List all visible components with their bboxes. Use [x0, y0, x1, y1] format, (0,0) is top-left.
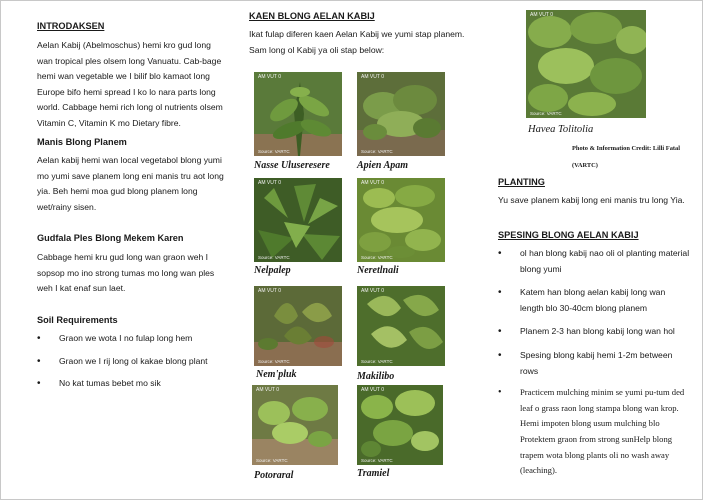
variety-caption-5: Nem'pluk [256, 369, 297, 380]
photo-watermark: AM VUT 0 [361, 180, 384, 186]
spacing-heading: SPESING BLONG AELAN KABIJ [498, 230, 639, 240]
spacing-list [498, 246, 690, 479]
variety-caption-1: Nasse Uluseresere [254, 160, 330, 171]
variety-caption-8: Tramiel [357, 468, 390, 479]
variety-photo-5 [254, 286, 342, 366]
photo-watermark: AM VUT 0 [361, 288, 384, 294]
photo-watermark: AM VUT 0 [258, 288, 281, 294]
manis-heading: Manis Blong Planem [37, 137, 127, 147]
manis-text: Aelan kabij hemi wan local vegetabol blong yumi mo yumi save planem long eni manis tru aot long yia. Beh hemi moa gud blong planem long wet/rainy sisen. [37, 155, 224, 212]
photo-watermark: AM VUT 0 [361, 74, 384, 80]
photo-watermark: AM VUT 0 [361, 387, 384, 393]
variety-photo-2 [357, 72, 445, 156]
list-item: • Katem han blong aelan kabij long wan length blo 30-40cm blong planem [498, 285, 690, 316]
variety-caption-2: Apien Apam [357, 160, 409, 171]
variety-photo-6 [357, 286, 445, 366]
photo-watermark: AM VUT 0 [258, 180, 281, 186]
photo-source: Source: VARTC [530, 111, 562, 116]
mulching-item: • Practicem mulching minim se yumi pu-tum ded leaf o grass raon long stampa blong wan krop. Hemi impoten blong usum mulching blo Protektem graon from strong sunHelp blong trapem wota blong plants oli no wash away (leaching). [498, 385, 690, 479]
photo-source: Source: VARTC [258, 149, 290, 154]
list-item: • Spesing blong kabij hemi 1-2m between rows [498, 348, 690, 379]
photo-watermark: AM VUT 0 [258, 74, 281, 80]
variety-caption-6: Makilibo [357, 371, 395, 382]
varieties-heading: KAEN BLONG AELAN KABIJ [249, 11, 375, 21]
list-item: • Graon we I rij long ol kakae blong plant [37, 354, 237, 370]
variety-photo-4 [357, 178, 445, 262]
variety-caption-3: Nelpalep [254, 265, 291, 276]
planting-text: Yu save planem kabij long eni manis tru long Yia. [498, 195, 685, 205]
varieties-intro: Ikat fulap diferen kaen Aelan Kabij we yumi stap planem. Sam long ol Kabij ya oli stap below: [249, 29, 465, 55]
photo-source: Source: VARTC [256, 458, 288, 463]
variety-photo-1 [254, 72, 342, 156]
photo-credit-org: (VARTC) [572, 162, 598, 169]
photo-source: Source: VARTC [361, 359, 393, 364]
list-item: • Planem 2-3 han blong kabij long wan hol [498, 324, 690, 340]
photo-source: Source: VARTC [361, 149, 393, 154]
photo-credit: Photo & Information Credit: Lilli Fatal [572, 145, 680, 152]
soil-list [37, 331, 237, 392]
variety-photo-7 [252, 385, 338, 465]
variety-photo-3 [254, 178, 342, 262]
havea-photo [526, 10, 646, 118]
intro-heading: INTRODAKSEN [37, 21, 105, 31]
intro-text: Aelan Kabij (Abelmoschus) hemi kro gud long wan tropical ples olsem long Vanuatu. Cab-bage hemi wan vegetable we I bilif blo kamaot long Europe bifo hemi spread I ko lo nara parts long world. Cabbage hemi rich long ol nutrients olsem Vitamin C, Vitamin K mo Dietary fibre. [37, 40, 223, 128]
planting-heading: PLANTING [498, 177, 545, 187]
havea-caption: Havea Tolitolia [528, 124, 594, 135]
gudfala-text: Cabbage hemi kru gud long wan graon weh I sopsop mo ino strong tumas mo long wan ples weh I kat enaf sun laet. [37, 252, 215, 294]
photo-watermark: AM VUT 0 [530, 12, 553, 18]
soil-heading: Soil Requirements [37, 315, 118, 325]
gudfala-heading: Gudfala Ples Blong Mekem Karen [37, 233, 184, 243]
list-item: • No kat tumas bebet mo sik [37, 376, 237, 392]
variety-caption-7: Potoraral [254, 470, 294, 481]
list-item: • Graon we wota I no fulap long hem [37, 331, 237, 347]
photo-source: Source: VARTC [258, 255, 290, 260]
list-item: • ol han blong kabij nao oli ol planting material blong yumi [498, 246, 690, 277]
photo-watermark: AM VUT 0 [256, 387, 279, 393]
variety-caption-4: Neretlnali [357, 265, 399, 276]
variety-photo-8 [357, 385, 443, 465]
photo-source: Source: VARTC [258, 359, 290, 364]
photo-source: Source: VARTC [361, 458, 393, 463]
photo-source: Source: VARTC [361, 255, 393, 260]
